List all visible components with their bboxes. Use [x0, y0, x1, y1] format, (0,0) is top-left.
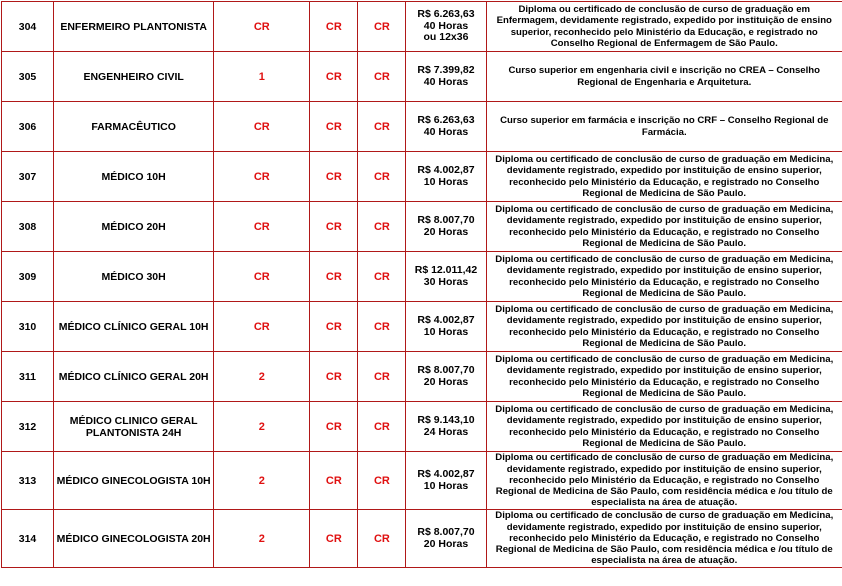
vacancies-cell: CR: [214, 2, 310, 52]
vacancies-cell: CR: [214, 302, 310, 352]
job-table: [1, 1, 842, 568]
requirements-cell: Diploma ou certificado de conclusão de curso de graduação em Medicina, devidamente registrado, expedido por instituição de ensino superior, reconhecido pelo Ministério da Educação, e registrado no Conselho Regional de Medicina de São Paulo.: [486, 252, 842, 302]
workload-line: 30 Horas: [408, 277, 483, 289]
workload-line: 20 Horas: [408, 227, 483, 239]
reserve-cell-1: CR: [310, 352, 358, 402]
job-code-cell: 311: [2, 352, 54, 402]
salary-value: R$ 8.007,70: [408, 215, 483, 227]
workload-line: 40 Horas: [408, 21, 483, 33]
requirements-cell: Diploma ou certificado de conclusão de curso de graduação em Enfermagem, devidamente registrado, expedido por instituição de ensino superior, reconhecido pelo Ministério da Educação, e registrado no Conselho Regional de Enfermagem de São Paulo.: [486, 2, 842, 52]
workload-line: 10 Horas: [408, 481, 483, 493]
requirements-cell: Diploma ou certificado de conclusão de curso de graduação em Medicina, devidamente registrado, expedido por instituição de ensino superior, reconhecido pelo Ministério da Educação, e registrado no Conselho Regional de Medicina de São Paulo.: [486, 202, 842, 252]
requirements-cell: Curso superior em farmácia e inscrição no CRF – Conselho Regional de Farmácia.: [486, 102, 842, 152]
table-row: [2, 252, 842, 302]
reserve-cell-1: CR: [310, 452, 358, 510]
reserve-cell-2: CR: [358, 102, 406, 152]
reserve-cell-1: CR: [310, 402, 358, 452]
job-code-cell: 306: [2, 102, 54, 152]
table-row: [2, 302, 842, 352]
workload-line: 24 Horas: [408, 427, 483, 439]
workload-line: 10 Horas: [408, 327, 483, 339]
reserve-cell-2: CR: [358, 302, 406, 352]
vacancies-cell: 2: [214, 510, 310, 568]
reserve-cell-1: CR: [310, 202, 358, 252]
job-title-cell: MÉDICO CLINICO GERAL PLANTONISTA 24H: [54, 402, 214, 452]
job-title-cell: MÉDICO GINECOLOGISTA 10H: [54, 452, 214, 510]
requirements-cell: Diploma ou certificado de conclusão de curso de graduação em Medicina, devidamente registrado, expedido por instituição de ensino superior, reconhecido pelo Ministério da Educação, e registrado no Conselho Regional de Medicina de São Paulo.: [486, 352, 842, 402]
job-code-cell: 314: [2, 510, 54, 568]
requirements-cell: Diploma ou certificado de conclusão de curso de graduação em Medicina, devidamente registrado, expedido por instituição de ensino superior, reconhecido pelo Ministério da Educação, e registrado no Conselho Regional de Medicina de São Paulo, com residência médica e /ou título de especialista na área de atuação.: [486, 510, 842, 568]
job-code-cell: 312: [2, 402, 54, 452]
reserve-cell-1: CR: [310, 2, 358, 52]
workload-line: 20 Horas: [408, 539, 483, 551]
vacancies-cell: CR: [214, 152, 310, 202]
salary-cell: [406, 52, 486, 102]
job-title-cell: MÉDICO 10H: [54, 152, 214, 202]
job-code-cell: 305: [2, 52, 54, 102]
salary-value: R$ 4.002,87: [408, 469, 483, 481]
salary-cell: [406, 252, 486, 302]
reserve-cell-1: CR: [310, 102, 358, 152]
job-title-cell: FARMACÊUTICO: [54, 102, 214, 152]
job-title-cell: MÉDICO 30H: [54, 252, 214, 302]
salary-cell: [406, 352, 486, 402]
table-row: [2, 352, 842, 402]
salary-cell: [406, 102, 486, 152]
salary-value: R$ 4.002,87: [408, 315, 483, 327]
table-row: [2, 452, 842, 510]
job-code-cell: 309: [2, 252, 54, 302]
reserve-cell-2: CR: [358, 510, 406, 568]
salary-cell: [406, 152, 486, 202]
table-row: [2, 402, 842, 452]
reserve-cell-2: CR: [358, 402, 406, 452]
reserve-cell-2: CR: [358, 152, 406, 202]
requirements-cell: Curso superior em engenharia civil e inscrição no CREA – Conselho Regional de Engenharia e Arquitetura.: [486, 52, 842, 102]
job-title-cell: MÉDICO 20H: [54, 202, 214, 252]
vacancies-cell: CR: [214, 252, 310, 302]
workload-line: 40 Horas: [408, 77, 483, 89]
table-row: [2, 102, 842, 152]
job-title-cell: MÉDICO GINECOLOGISTA 20H: [54, 510, 214, 568]
salary-cell: [406, 302, 486, 352]
reserve-cell-2: CR: [358, 52, 406, 102]
reserve-cell-2: CR: [358, 202, 406, 252]
job-title-cell: MÉDICO CLÍNICO GERAL 20H: [54, 352, 214, 402]
workload-line: ou 12x36: [408, 32, 483, 44]
salary-cell: [406, 402, 486, 452]
vacancies-cell: 2: [214, 402, 310, 452]
vacancies-cell: 2: [214, 352, 310, 402]
workload-line: 40 Horas: [408, 127, 483, 139]
table-body: [2, 2, 842, 568]
requirements-cell: Diploma ou certificado de conclusão de curso de graduação em Medicina, devidamente registrado, expedido por instituição de ensino superior, reconhecido pelo Ministério da Educação, e registrado no Conselho Regional de Medicina de São Paulo.: [486, 302, 842, 352]
salary-value: R$ 7.399,82: [408, 65, 483, 77]
salary-value: R$ 6.263,63: [408, 115, 483, 127]
job-code-cell: 310: [2, 302, 54, 352]
workload-line: 20 Horas: [408, 377, 483, 389]
reserve-cell-1: CR: [310, 252, 358, 302]
salary-cell: [406, 2, 486, 52]
vacancies-cell: 2: [214, 452, 310, 510]
salary-value: R$ 9.143,10: [408, 415, 483, 427]
job-title-cell: ENFERMEIRO PLANTONISTA: [54, 2, 214, 52]
requirements-cell: Diploma ou certificado de conclusão de curso de graduação em Medicina, devidamente registrado, expedido por instituição de ensino superior, reconhecido pelo Ministério da Educação, e registrado no Conselho Regional de Medicina de São Paulo.: [486, 152, 842, 202]
table-row: [2, 52, 842, 102]
requirements-cell: Diploma ou certificado de conclusão de curso de graduação em Medicina, devidamente registrado, expedido por instituição de ensino superior, reconhecido pelo Ministério da Educação, e registrado no Conselho Regional de Medicina de São Paulo.: [486, 402, 842, 452]
reserve-cell-2: CR: [358, 2, 406, 52]
salary-value: R$ 4.002,87: [408, 165, 483, 177]
job-code-cell: 308: [2, 202, 54, 252]
vacancies-cell: 1: [214, 52, 310, 102]
salary-value: R$ 12.011,42: [408, 265, 483, 277]
table-row: [2, 202, 842, 252]
salary-cell: [406, 510, 486, 568]
job-code-cell: 307: [2, 152, 54, 202]
job-title-cell: ENGENHEIRO CIVIL: [54, 52, 214, 102]
salary-value: R$ 8.007,70: [408, 365, 483, 377]
salary-value: R$ 8.007,70: [408, 527, 483, 539]
reserve-cell-2: CR: [358, 252, 406, 302]
reserve-cell-1: CR: [310, 152, 358, 202]
vacancies-cell: CR: [214, 102, 310, 152]
reserve-cell-1: CR: [310, 52, 358, 102]
requirements-cell: Diploma ou certificado de conclusão de curso de graduação em Medicina, devidamente registrado, expedido por instituição de ensino superior, reconhecido pelo Ministério da Educação, e registrado no Conselho Regional de Medicina de São Paulo, com residência médica e /ou título de especialista na área de atuação.: [486, 452, 842, 510]
salary-cell: [406, 452, 486, 510]
job-title-cell: MÉDICO CLÍNICO GERAL 10H: [54, 302, 214, 352]
workload-line: 10 Horas: [408, 177, 483, 189]
salary-cell: [406, 202, 486, 252]
reserve-cell-2: CR: [358, 452, 406, 510]
table-row: [2, 152, 842, 202]
vacancies-cell: CR: [214, 202, 310, 252]
reserve-cell-1: CR: [310, 510, 358, 568]
table-row: [2, 2, 842, 52]
reserve-cell-1: CR: [310, 302, 358, 352]
salary-value: R$ 6.263,63: [408, 9, 483, 21]
job-code-cell: 313: [2, 452, 54, 510]
reserve-cell-2: CR: [358, 352, 406, 402]
job-code-cell: 304: [2, 2, 54, 52]
table-row: [2, 510, 842, 568]
